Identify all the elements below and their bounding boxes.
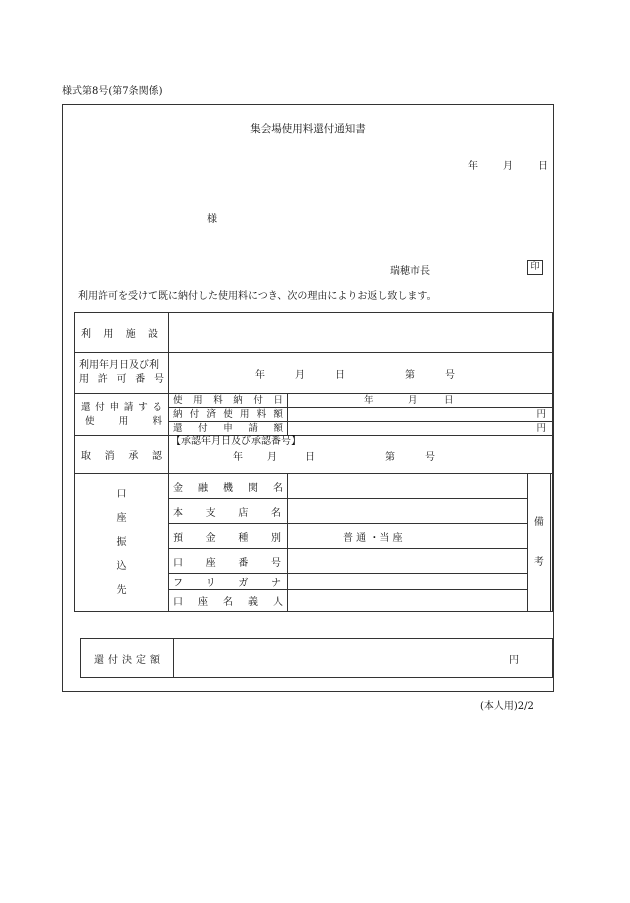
addressee-suffix: 様 xyxy=(207,214,217,225)
paid-amount-label: 納 付 済 使 用 料 額 xyxy=(169,408,288,422)
cancel-heading: 【承認年月日及び承認番号】 xyxy=(171,436,301,447)
issue-year-label: 年 xyxy=(468,161,478,172)
account-holder-field[interactable] xyxy=(288,590,528,612)
request-amount-label: 還 付 申 請 額 xyxy=(169,422,288,436)
account-row-bank xyxy=(75,474,553,499)
paid-amount-field[interactable]: 円 xyxy=(288,408,553,422)
account-number-field[interactable] xyxy=(288,549,528,574)
issuer-name: 瑞穂市長 xyxy=(390,266,430,277)
branch-name-field[interactable] xyxy=(288,499,528,524)
account-group-label: 口 座 振 込 先 xyxy=(75,474,169,612)
usage-date-field[interactable]: 年 月 日 第 号 xyxy=(169,353,553,394)
remarks-label: 備 考 xyxy=(527,474,550,612)
bank-name-label: 金 融 機 関 名 xyxy=(169,474,288,499)
remarks-field[interactable] xyxy=(550,474,552,612)
usage-date-row xyxy=(75,353,553,394)
account-holder-label: 口 座 名 義 人 xyxy=(169,590,288,612)
cancel-label: 取 消 承 認 xyxy=(75,436,169,474)
request-amount-field[interactable]: 円 xyxy=(288,422,553,436)
usage-date-label: 利用年月日及び利 用 許 可 番 号 xyxy=(75,353,169,394)
furigana-field[interactable] xyxy=(288,574,528,590)
cancel-row xyxy=(75,436,553,474)
seal-mark: 印 xyxy=(527,260,543,275)
refund-table xyxy=(74,312,553,612)
refund-total-label: 還 付 決 定 額 xyxy=(81,639,174,678)
facility-label: 利 用 施 設 xyxy=(75,313,169,353)
notice-text: 利用許可を受けて既に納付した使用料につき、次の理由によりお返し致します。 xyxy=(78,291,437,302)
bank-name-field[interactable] xyxy=(288,474,528,499)
facility-row xyxy=(75,313,553,353)
furigana-label: フ リ ガ ナ xyxy=(169,574,288,590)
refund-label: 還 付 申 請 す る 使 用 料 xyxy=(75,394,169,436)
payment-date-label: 使 用 料 納 付 日 xyxy=(169,394,288,408)
account-number-label: 口 座 番 号 xyxy=(169,549,288,574)
page-footer: (本人用)2/2 xyxy=(480,701,534,712)
refund-row-payment-date xyxy=(75,394,553,408)
refund-total-table xyxy=(80,638,553,678)
payment-date-field[interactable]: 年 月 日 xyxy=(288,394,553,408)
form-number: 様式第8号(第7条関係) xyxy=(62,86,163,97)
form-title: 集会場使用料還付通知書 xyxy=(250,123,366,135)
issue-day-label: 日 xyxy=(538,161,548,172)
refund-total-field[interactable]: 円 xyxy=(174,639,553,678)
cancel-field[interactable]: 【承認年月日及び承認番号】 年 月 日 第 号 xyxy=(169,436,553,474)
account-type-label: 預 金 種 別 xyxy=(169,524,288,549)
issue-month-label: 月 xyxy=(503,161,513,172)
facility-field[interactable] xyxy=(169,313,553,353)
issue-date xyxy=(468,157,548,172)
branch-name-label: 本 支 店 名 xyxy=(169,499,288,524)
account-type-field[interactable]: 普 通 ・当 座 xyxy=(288,524,528,549)
